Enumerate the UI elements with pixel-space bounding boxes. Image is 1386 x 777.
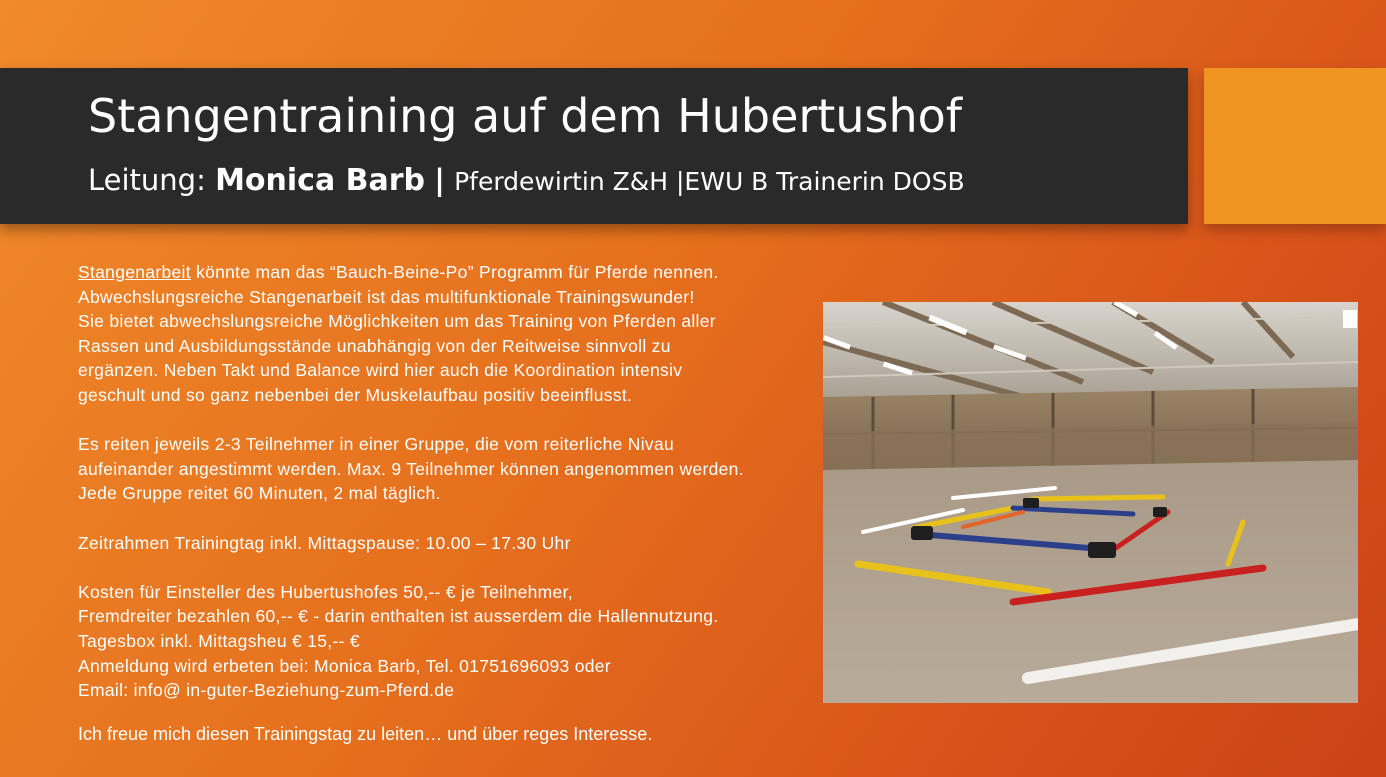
subtitle-separator: |: [434, 163, 445, 197]
arena-illustration: [823, 302, 1358, 703]
body-line: Rassen und Ausbildungsstände unabhängig von der Reitweise sinnvoll zu: [78, 335, 671, 356]
page-title: Stangentraining auf dem Hubertushof: [88, 89, 962, 143]
body-line: Abwechslungsreiche Stangenarbeit ist das multifunktionale Trainingswunder!: [78, 286, 695, 307]
body-line: Sie bietet abwechslungsreiche Möglichkeiten um das Training von Pferden aller: [78, 311, 716, 332]
cost-line: Fremdreiter bezahlen 60,-- € - darin enthalten ist ausserdem die Hallennutzung.: [78, 606, 719, 627]
riding-arena-photo: [823, 302, 1358, 703]
body-text: [78, 260, 828, 703]
intro-line: [78, 260, 828, 285]
stangenarbeit-link[interactable]: Stangenarbeit: [78, 262, 191, 282]
accent-block: [1204, 68, 1386, 224]
contact-line: Anmeldung wird erbeten bei: Monica Barb, Tel. 01751696093 oder: [78, 655, 611, 676]
group-line: aufeinander angestimmt werden. Max. 9 Teilnehmer können angenommen werden.: [78, 458, 744, 479]
cost-line: Tagesbox inkl. Mittagsheu € 15,-- €: [78, 630, 360, 651]
group-line: Jede Gruppe reitet 60 Minuten, 2 mal täglich.: [78, 483, 441, 504]
intro-rest: könnte man das “Bauch-Beine-Po” Programm für Pferde nennen.: [190, 262, 719, 282]
lead-name: Monica Barb: [215, 163, 426, 198]
closing-text: Ich freue mich diesen Trainingstag zu leiten… und über reges Interesse.: [78, 724, 653, 744]
lead-credentials: Pferdewirtin Z&H |EWU B Trainerin DOSB: [454, 167, 965, 196]
cost-line: Kosten für Einsteller des Hubertushofes 50,-- € je Teilnehmer,: [78, 581, 573, 602]
subtitle: [88, 160, 965, 202]
lead-label: Leitung:: [88, 163, 206, 197]
schedule-line: Zeitrahmen Trainingtag inkl. Mittagspause: 10.00 – 17.30 Uhr: [78, 532, 571, 553]
group-line: Es reiten jeweils 2-3 Teilnehmer in einer Gruppe, die vom reiterliche Nivau: [78, 434, 675, 455]
body-line: ergänzen. Neben Takt und Balance wird hier auch die Koordination intensiv: [78, 360, 683, 381]
body-line: geschult und so ganz nebenbei der Muskelaufbau positiv beeinflusst.: [78, 384, 633, 405]
contact-email: Email: info@ in-guter-Beziehung-zum-Pferd.de: [78, 680, 455, 701]
